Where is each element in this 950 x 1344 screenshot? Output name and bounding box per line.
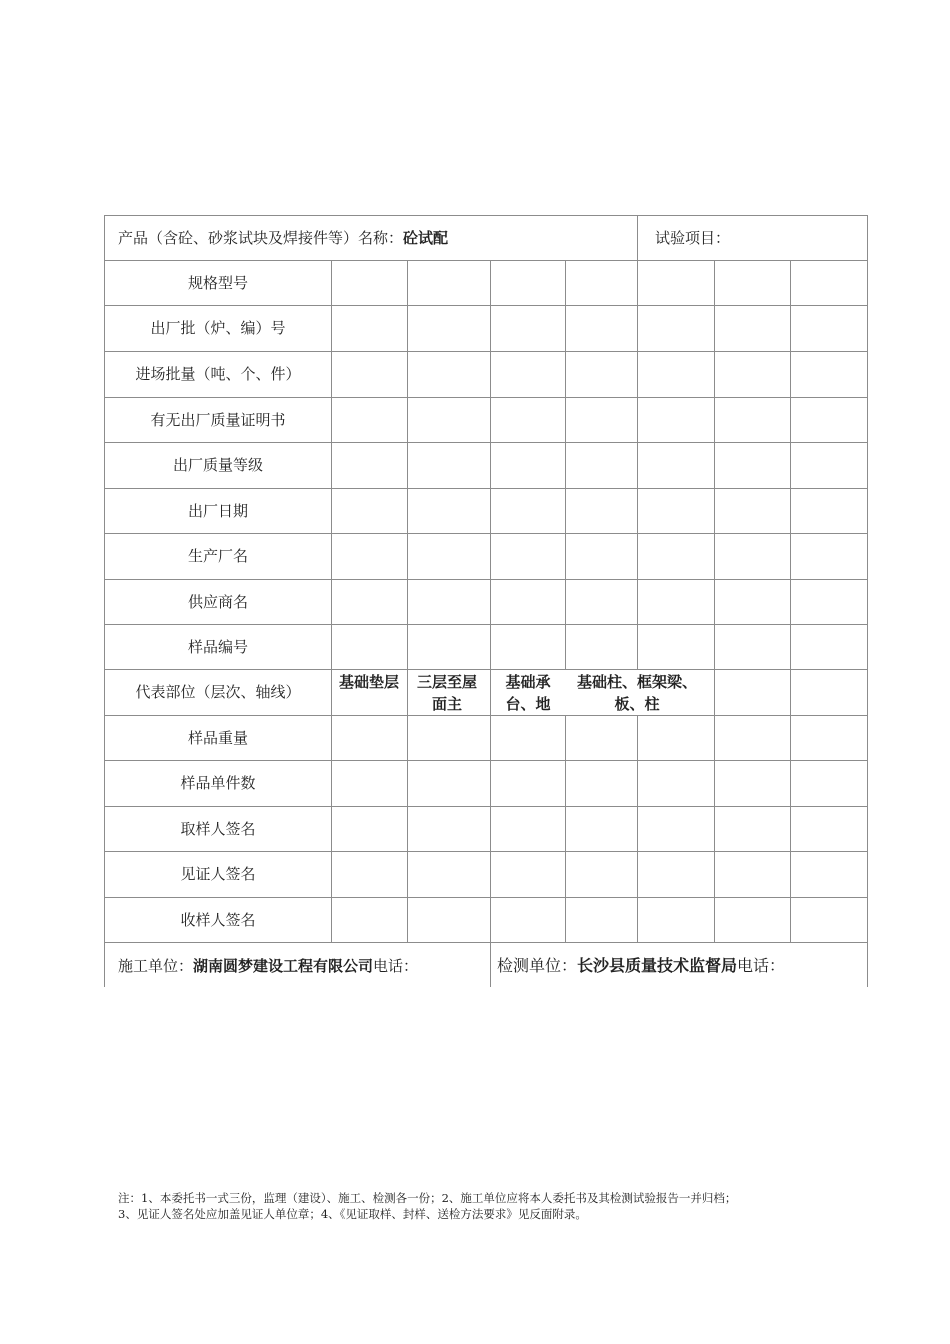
row-line [104, 351, 868, 352]
col-line [714, 260, 715, 943]
row-label-sample-number: 样品编号 [187, 638, 248, 656]
col-line [637, 715, 638, 943]
row-label-sample-weight: 样品重量 [187, 729, 248, 747]
row-line [104, 305, 868, 306]
note-line-2: 3、见证人签名处应加盖见证人单位章；4、《见证取样、封样、送检方法要求》见反面附录。 [118, 1207, 587, 1221]
row-label-sampler-signature: 取样人签名 [180, 820, 256, 838]
row-line [104, 760, 868, 761]
row-label-batch-number: 出厂批（炉、编）号 [150, 319, 286, 337]
col-line [490, 260, 491, 943]
row-line [104, 533, 868, 534]
testing-unit-value: 长沙县质量技术监督局 [577, 956, 738, 975]
row-label-quality-certificate: 有无出厂质量证明书 [150, 411, 286, 429]
row-line [104, 897, 868, 898]
row-label-quality-grade: 出厂质量等级 [172, 456, 263, 474]
row-label-witness-signature: 见证人签名 [180, 865, 256, 883]
row-line [104, 715, 868, 716]
construction-unit-value: 湖南圆梦建设工程有限公司 [193, 957, 374, 975]
row-line [104, 806, 868, 807]
row-label-manufacturer: 生产厂名 [187, 547, 248, 565]
testing-phone-label: 电话： [737, 956, 786, 975]
representative-part-4: 基础柱、框架梁、板、柱 [576, 673, 697, 713]
representative-part-3: 基础承台、地 [505, 673, 551, 713]
col-line [407, 260, 408, 943]
testing-unit-field [497, 956, 785, 976]
footer-divider [490, 942, 491, 987]
col-line [790, 260, 791, 943]
header-divider [637, 215, 638, 261]
row-line [104, 488, 868, 489]
test-items-label: 试验项目： [655, 229, 731, 247]
col-line [637, 260, 638, 669]
product-name-label: 产品（含砼、砂浆试块及焊接件等）名称： [118, 229, 404, 247]
product-name-field [118, 228, 448, 248]
note-line-1: 注：1、本委托书一式三份，监理（建设）、施工、检测各一份；2、施工单位应将本人委托书及其检测试验报告一并归档； [118, 1191, 737, 1205]
row-line [104, 624, 868, 625]
table-top-border [104, 215, 868, 216]
col-line [331, 260, 332, 943]
row-label-supplier: 供应商名 [187, 593, 248, 611]
testing-unit-label: 检测单位： [497, 956, 578, 975]
representative-part-1: 基础垫层 [338, 673, 399, 691]
row-label-sample-count: 样品单件数 [180, 774, 256, 792]
row-line [104, 579, 868, 580]
product-name-value: 砼试配 [403, 229, 449, 247]
table-right-border [867, 215, 868, 987]
col-line [565, 715, 566, 943]
construction-unit-field [118, 956, 418, 976]
row-label-receiver-signature: 收样人签名 [180, 911, 256, 929]
representative-part-2: 三层至屋面主 [416, 673, 477, 713]
row-label-representative-part: 代表部位（层次、轴线） [135, 683, 301, 701]
row-line [104, 851, 868, 852]
form-notes [118, 1190, 878, 1222]
row-line [104, 669, 868, 670]
row-label-spec-model: 规格型号 [187, 274, 248, 292]
row-label-production-date: 出厂日期 [187, 502, 248, 520]
row-line [104, 442, 868, 443]
row-line [104, 260, 868, 261]
row-line [104, 942, 868, 943]
construction-unit-label: 施工单位： [118, 957, 194, 975]
construction-phone-label: 电话： [373, 957, 419, 975]
row-label-incoming-quantity: 进场批量（吨、个、件） [135, 365, 301, 383]
row-line [104, 397, 868, 398]
col-line [565, 260, 566, 669]
